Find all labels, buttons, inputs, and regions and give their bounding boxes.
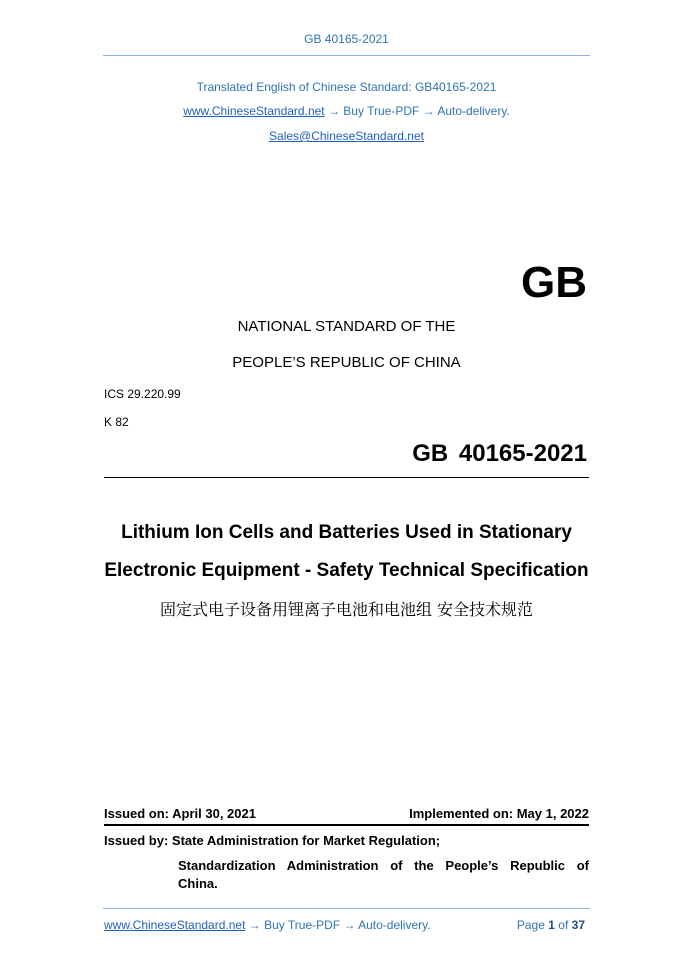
page-number (517, 918, 585, 932)
title-line2: Electronic Equipment - Safety Technical Specification (104, 560, 589, 581)
chinese-standard-link[interactable]: www.ChineseStandard.net (183, 104, 325, 118)
page-of: of (558, 918, 569, 932)
page-current: 1 (548, 918, 555, 932)
title-line1: Lithium Ion Cells and Batteries Used in Stationary (121, 522, 572, 543)
issue-divider (104, 824, 589, 826)
purchase-line (0, 104, 693, 118)
national-standard-line1: NATIONAL STANDARD OF THE (237, 318, 456, 335)
issued-by-line3: China. (178, 876, 218, 891)
footer-divider (103, 908, 590, 909)
email-line (0, 129, 693, 143)
footer-purchase-line (104, 918, 431, 932)
footer-purchase-text: → Buy True-PDF → Auto-delivery. (245, 918, 431, 932)
page-label: Page (516, 918, 545, 932)
standard-number: GB 40165-2021 (412, 440, 587, 467)
title-divider (104, 477, 589, 478)
title-chinese: 固定式电子设备用锂离子电池和电池组 安全技术规范 (159, 600, 534, 619)
issued-by-line1: Issued by: State Administration for Market Regulation; (104, 833, 441, 848)
page-total: 37 (571, 918, 585, 932)
header-divider (103, 55, 590, 56)
national-standard-line2: PEOPLE’S REPUBLIC OF CHINA (232, 354, 461, 371)
sales-email-link[interactable]: Sales@ChineseStandard.net (269, 129, 424, 143)
issued-on: Issued on: April 30, 2021 (104, 806, 256, 821)
running-header: GB 40165-2021 (304, 32, 389, 46)
ics-code: ICS 29.220.99 (104, 387, 181, 401)
footer-site-link[interactable]: www.ChineseStandard.net (104, 918, 246, 932)
translation-notice: Translated English of Chinese Standard: GB40165-2021 (196, 80, 497, 94)
ccs-code: K 82 (104, 415, 129, 429)
purchase-text: → Buy True-PDF → Auto-delivery. (324, 104, 510, 118)
gb-mark: GB (521, 258, 587, 307)
implemented-on: Implemented on: May 1, 2022 (409, 806, 589, 821)
issued-by-line2: Standardization Administration of the People’s Republic of (178, 858, 589, 873)
